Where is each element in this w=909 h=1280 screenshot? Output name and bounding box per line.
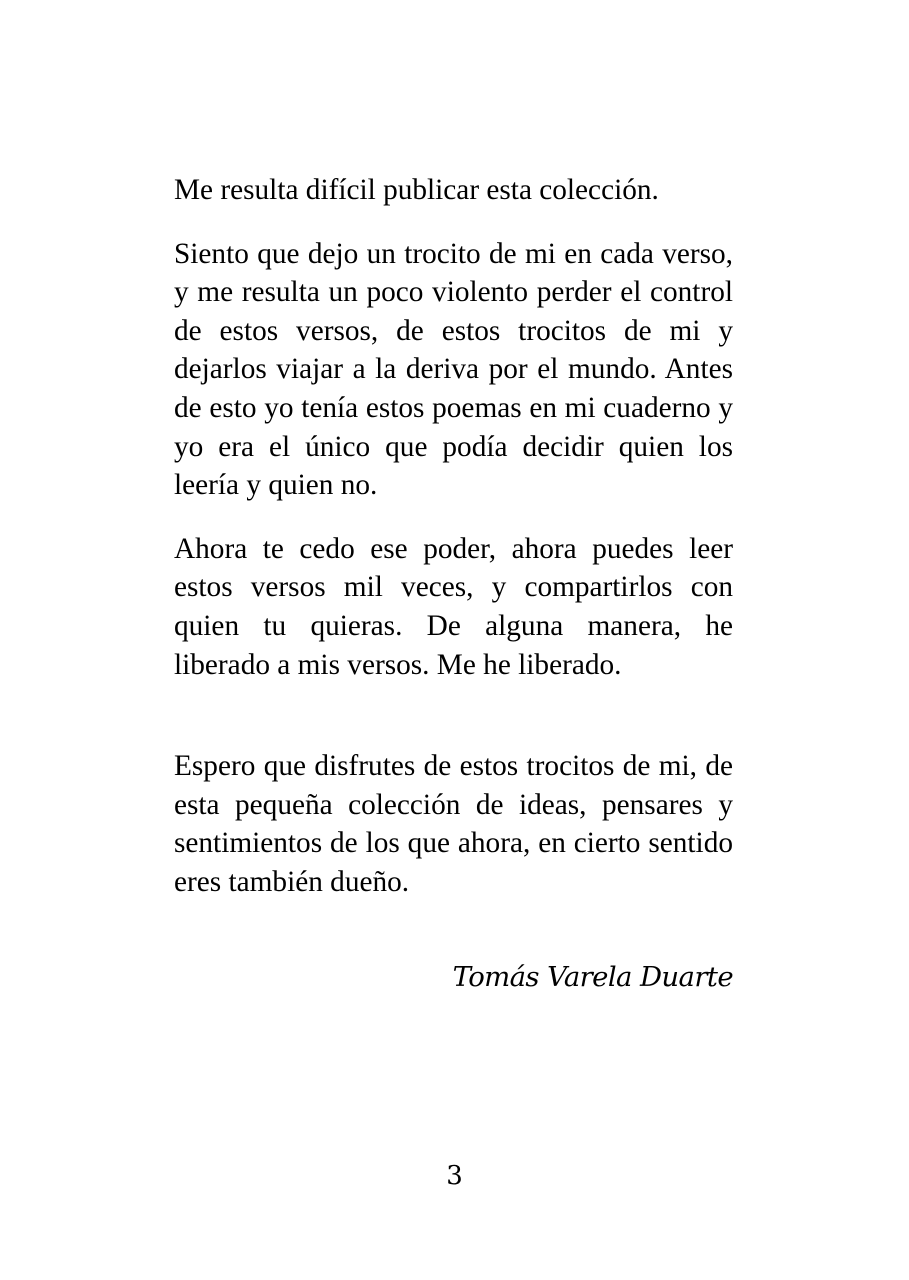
paragraph-verses: Siento que dejo un trocito de mi en cada verso, y me resulta un poco violento perder el control de estos versos, de estos trocitos de mi y dejarlos viajar a la deriva por el mundo. Antes de esto yo tenía estos poemas en mi cuaderno y yo era el único que podía decidir quien los leería y quien no.: [174, 237, 733, 502]
paragraph-intro: Me resulta difícil publicar esta colección.: [174, 174, 659, 206]
page-body: [174, 171, 733, 996]
paragraph-closing: Espero que disfrutes de estos trocitos de mi, de esta pequeña colección de ideas, pensares y sentimientos de los que ahora, en cierto sentido eres también dueño.: [174, 750, 733, 898]
author-signature: Tomás Varela Duarte: [452, 960, 733, 993]
page-number: 3: [446, 1161, 463, 1191]
paragraph-power: Ahora te cedo ese poder, ahora puedes leer estos versos mil veces, y compartirlos con quien tu quieras. De alguna manera, he liberado a mis versos. Me he liberado.: [174, 532, 733, 681]
